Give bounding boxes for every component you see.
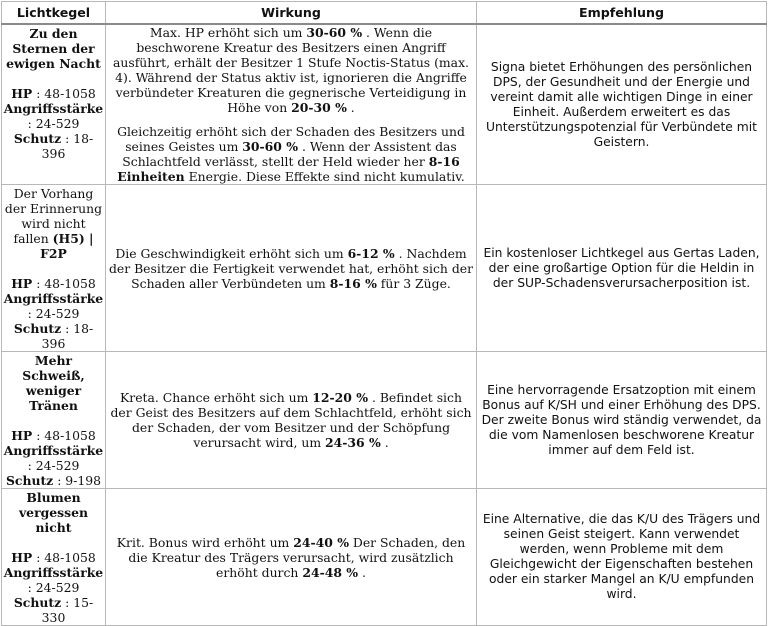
- effect-paragraph: Max. HP erhöht sich um 30-60 % . Wenn die beschworene Kreatur des Besitzers einen Angriff ausführt, erhält der Besitzer 1 Stufe Noctis-Status (max. 4). Während der Status aktiv ist, ignorieren die Angriffe verbündeter Kreaturen die gegnerische Verteidigung in Höhe von 20-30 % .: [112, 25, 469, 115]
- effect-cell: Die Geschwindigkeit erhöht sich um 6-12 % . Nachdem der Besitzer die Fertigkeit verwendet hat, erhöht sich der Schaden aller Verbündeten um 8-16 % für 3 Züge.: [106, 185, 477, 352]
- effect-cell: Kreta. Chance erhöht sich um 12-20 % . Befindet sich der Geist des Besitzers auf dem Schlachtfeld, erhöht sich der Schaden, der vom Besitzer und der Schöpfung verursacht wird, um 24-36 % .: [106, 352, 477, 489]
- header-lichtkegel: Lichtkegel: [2, 2, 106, 25]
- recommendation-cell: Eine hervorragende Ersatzoption mit einem Bonus auf K/SH und einer Erhöhung des DPS. Der zweite Bonus wird ständig verwendet, da die vom Namenlosen beschworene Kreatur immer auf dem Feld ist.: [477, 352, 767, 489]
- atk-value: : 24-529: [27, 580, 80, 595]
- effect-cell: Krit. Bonus wird erhöht um 24-40 % Der Schaden, den die Kreatur des Trägers verursacht, wird zusätzlich erhöht durch 24-48 % .: [106, 489, 477, 626]
- hp-value: : 48-1058: [36, 550, 96, 565]
- recommendation-cell: Eine Alternative, die das K/U des Trägers und seinen Geist steigert. Kann verwendet werden, wenn Probleme mit dem Gleichgewicht der Eigenschaften bestehen oder ein starker Mangel an K/U empfunden wird.: [477, 489, 767, 626]
- def-label: Schutz: [13, 321, 62, 336]
- light-cone-stats: [3, 276, 104, 351]
- hp-value: : 48-1058: [36, 428, 96, 443]
- hp-value: : 48-1058: [36, 86, 96, 101]
- def-value: : 18-396: [41, 131, 94, 161]
- atk-label: Angriffsstärke: [3, 101, 104, 116]
- light-cone-table: [1, 1, 767, 626]
- atk-label: Angriffsstärke: [3, 291, 104, 306]
- header-empfehlung: Empfehlung: [477, 2, 767, 25]
- table-row: [2, 352, 767, 489]
- hp-label: HP: [11, 428, 33, 443]
- effect-paragraph: Gleichzeitig erhöht sich der Schaden des Besitzers und seines Geistes um 30-60 % . Wenn der Assistent das Schlachtfeld verlässt, stellt der Held wieder her 8-16 Einheiten Energie. Diese Effekte sind nicht kumulativ.: [117, 124, 465, 184]
- hp-value: : 48-1058: [36, 276, 96, 291]
- light-cone-cell: [2, 185, 106, 352]
- hp-label: HP: [11, 276, 33, 291]
- def-label: Schutz: [13, 595, 62, 610]
- atk-value: : 24-529: [27, 306, 80, 321]
- light-cone-stats: [3, 86, 104, 161]
- light-cone-name: Mehr Schweiß, weniger Tränen: [22, 353, 85, 413]
- light-cone-name: Zu den Sternen der ewigen Nacht: [6, 26, 101, 71]
- def-value: : 9-198: [57, 473, 102, 488]
- def-value: : 18-396: [41, 321, 94, 351]
- light-cone-stats: [3, 428, 104, 488]
- def-value: : 15-330: [41, 595, 94, 625]
- atk-value: : 24-529: [27, 116, 80, 131]
- recommendation-cell: Signa bietet Erhöhungen des persönlichen DPS, der Gesundheit und der Energie und vereint damit alle wichtigen Dinge in einer Einheit. Außerdem erweitert es das Unterstützungspotenzial für Verbündete mit Geistern.: [477, 24, 767, 185]
- header-wirkung: Wirkung: [106, 2, 477, 25]
- hp-label: HP: [11, 550, 33, 565]
- def-label: Schutz: [5, 473, 54, 488]
- atk-value: : 24-529: [27, 458, 80, 473]
- atk-label: Angriffsstärke: [3, 565, 104, 580]
- effect-cell: [106, 24, 477, 185]
- def-label: Schutz: [13, 131, 62, 146]
- light-cone-stats: [3, 550, 104, 625]
- light-cone-cell: [2, 352, 106, 489]
- table-row: [2, 185, 767, 352]
- light-cone-cell: [2, 489, 106, 626]
- recommendation-cell: Ein kostenloser Lichtkegel aus Gertas Laden, der eine großartige Option für die Heldin in der SUP-Schadensverursacherposition ist.: [477, 185, 767, 352]
- hp-label: HP: [11, 86, 33, 101]
- table-row: [2, 24, 767, 185]
- light-cone-cell: [2, 24, 106, 185]
- table-row: [2, 489, 767, 626]
- light-cone-name: Der Vorhang der Erinnerung wird nicht fallen (H5) | F2P: [4, 186, 103, 261]
- atk-label: Angriffsstärke: [3, 443, 104, 458]
- header-row: [2, 2, 767, 25]
- light-cone-name: Blumen vergessen nicht: [18, 490, 88, 535]
